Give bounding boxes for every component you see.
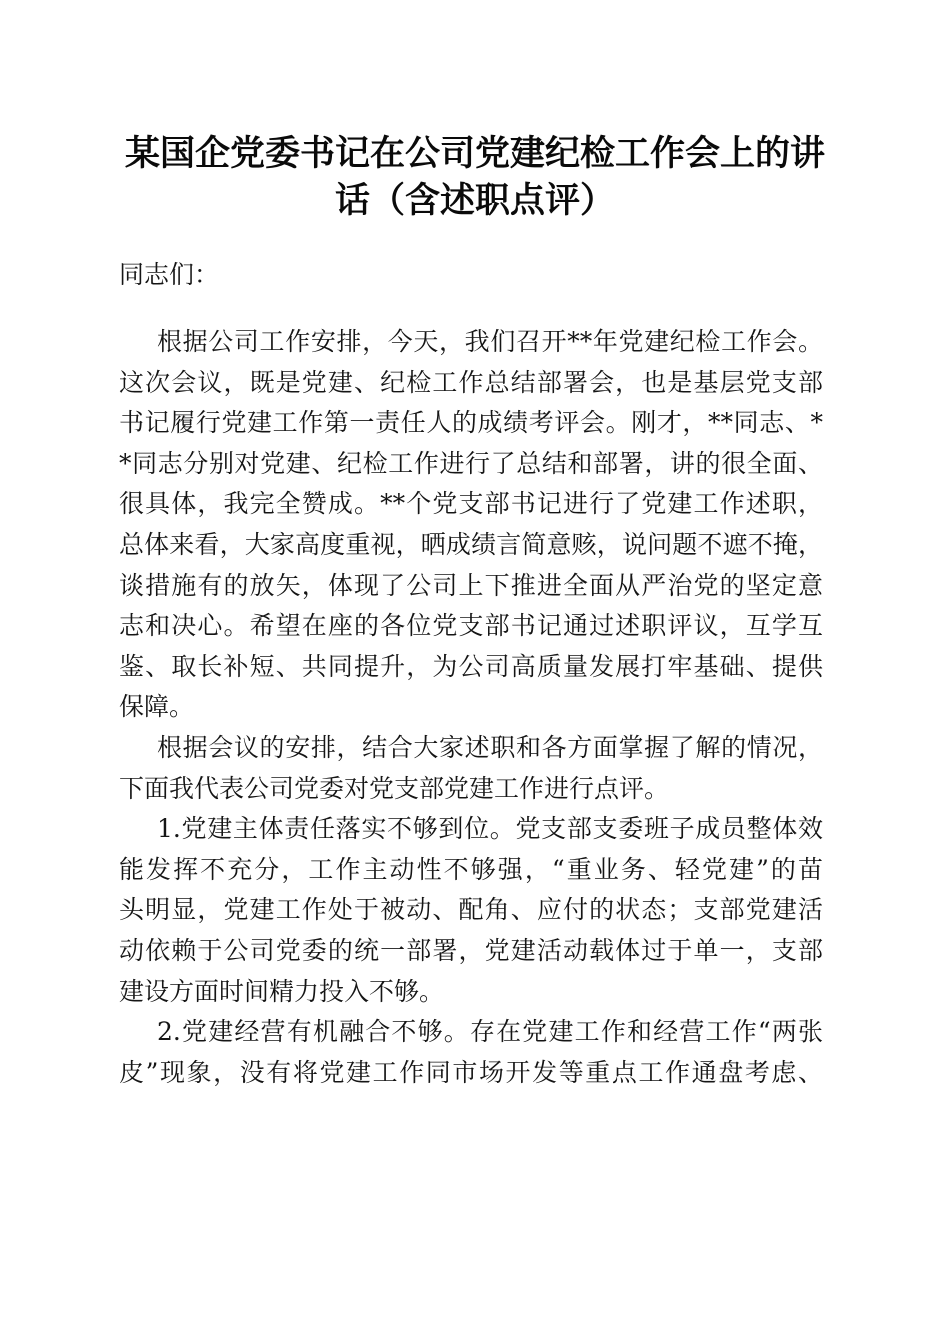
title-line-2: 话（含述职点评） (334, 180, 615, 221)
paragraph-line: 1.党建主体责任落实不够到位。党支部支委班子成员整体效 (157, 814, 823, 844)
paragraph-line: 这次会议，既是党建、纪检工作总结部署会，也是基层党支部 (119, 367, 823, 397)
paragraph-line: 头明显，党建工作处于被动、配角、应付的状态；支部党建活 (119, 895, 823, 925)
title-line-1: 某国企党委书记在公司党建纪检工作会上的讲 (124, 133, 825, 174)
paragraph-line: 2.党建经营有机融合不够。存在党建工作和经营工作“两张 (157, 1017, 823, 1047)
document-title (110, 130, 840, 224)
paragraph-line: *同志分别对党建、纪检工作进行了总结和部署，讲的很全面、 (119, 448, 823, 478)
paragraph-line: 下面我代表公司党委对党支部党建工作进行点评。 (119, 773, 670, 803)
document-body (119, 322, 823, 1093)
paragraph-line: 根据公司工作安排，今天，我们召开**年党建纪检工作会。 (157, 327, 823, 356)
paragraph-line: 动依赖于公司党委的统一部署，党建活动载体过于单一，支部 (119, 935, 823, 965)
paragraph-line: 谈措施有的放矢，体现了公司上下推进全面从严治党的坚定意 (119, 570, 823, 600)
paragraph-line: 很具体，我完全赞成。**个党支部书记进行了党建工作述职， (119, 489, 823, 519)
paragraph-line: 保障。 (119, 692, 195, 722)
paragraph-line: 志和决心。希望在座的各位党支部书记通过述职评议，互学互 (119, 611, 823, 641)
paragraph-line: 根据会议的安排，结合大家述职和各方面掌握了解的情况， (157, 732, 823, 762)
paragraph-line: 鉴、取长补短、共同提升，为公司高质量发展打牢基础、提供 (119, 651, 823, 681)
paragraph-line: 能发挥不充分，工作主动性不够强，“重业务、轻党建”的苗 (119, 854, 823, 884)
paragraph-line: 书记履行党建工作第一责任人的成绩考评会。刚才，**同志、* (119, 408, 823, 438)
paragraph-line: 建设方面时间精力投入不够。 (119, 976, 445, 1006)
salutation: 同志们： (119, 260, 220, 289)
paragraph-line: 总体来看，大家高度重视，晒成绩言简意赅，说问题不遮不掩， (119, 529, 823, 559)
paragraph-line: 皮”现象，没有将党建工作同市场开发等重点工作通盘考虑、 (119, 1057, 823, 1087)
